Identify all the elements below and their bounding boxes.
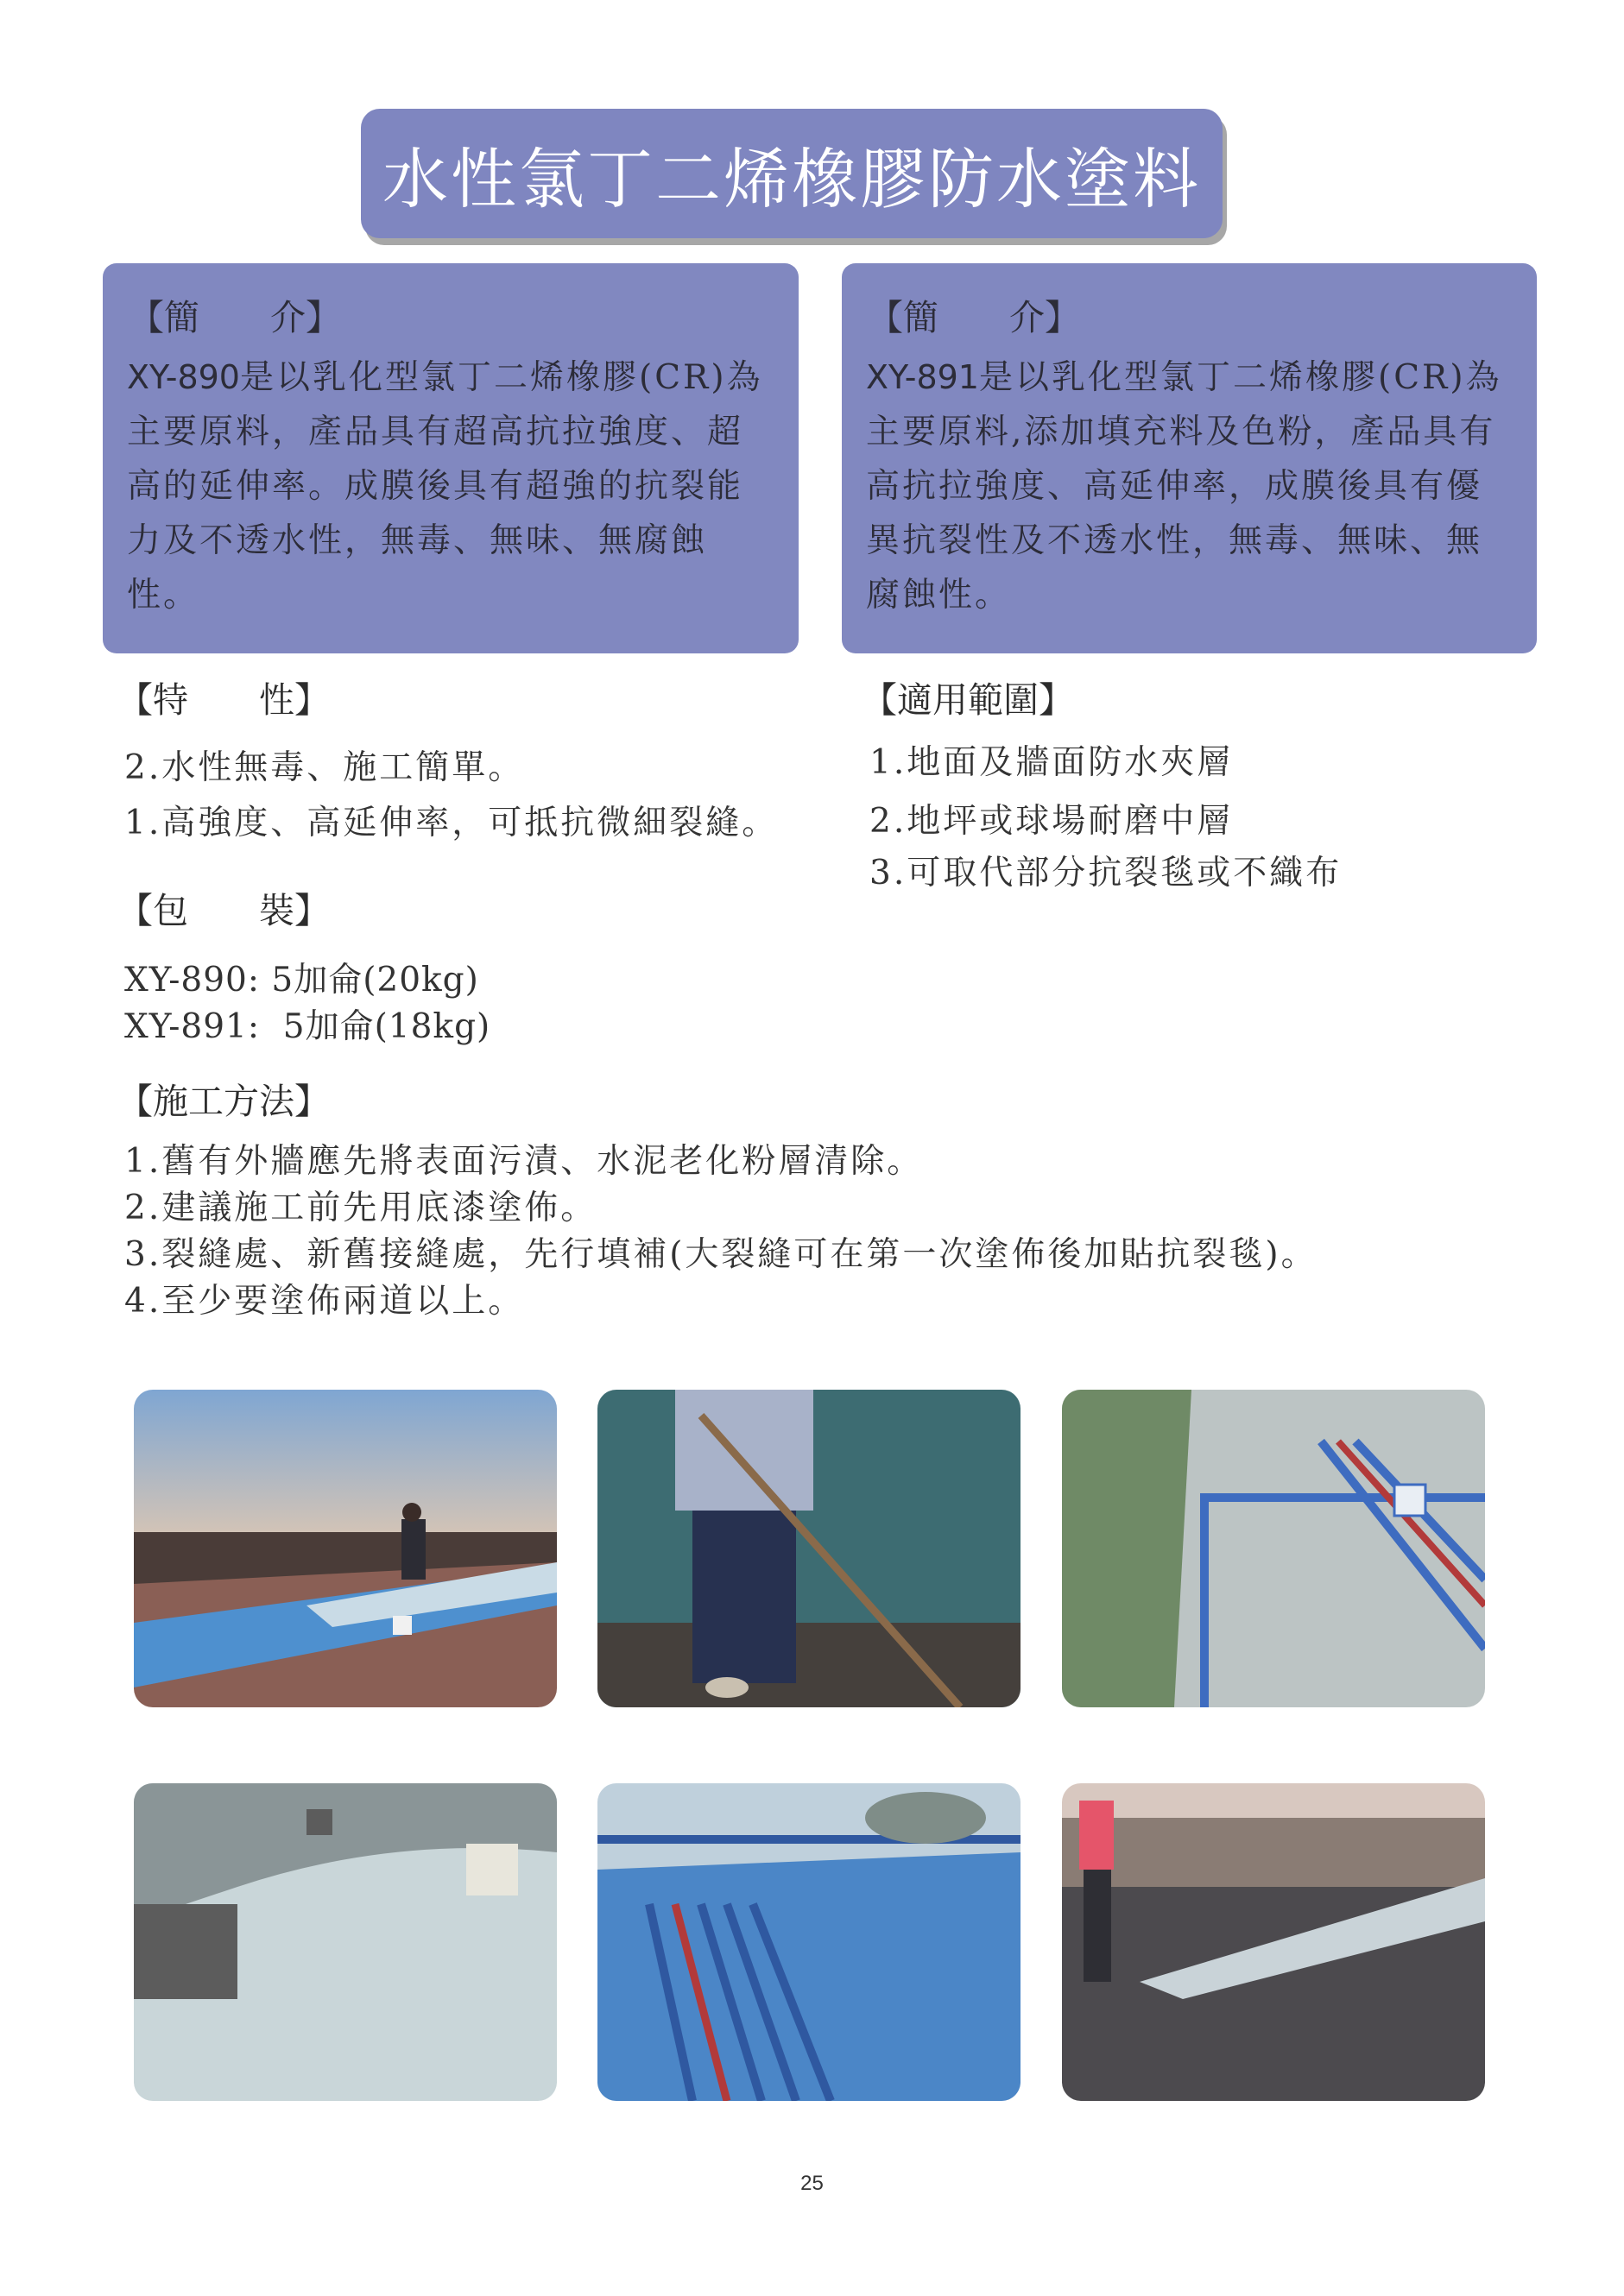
intro-box-xy891	[842, 263, 1537, 653]
usage-heading: 【適用範圍】	[862, 679, 1074, 721]
intro-box-xy890	[103, 263, 799, 653]
method-item: 4.至少要塗佈兩道以上。	[124, 1282, 525, 1321]
photo-worker-wall	[597, 1390, 1021, 1707]
packaging-item: XY-891: 5加侖(18kg)	[124, 1007, 491, 1046]
photo-rooftop-coating	[134, 1390, 557, 1707]
features-heading: 【特 性】	[117, 679, 330, 721]
method-item: 1.舊有外牆應先將表面污漬、水泥老化粉層清除。	[124, 1142, 924, 1181]
photo-blue-pipes	[597, 1783, 1021, 2101]
method-item: 3.裂縫處、新舊接縫處，先行填補(大裂縫可在第一次塗佈後加貼抗裂毯)。	[124, 1235, 1318, 1274]
usage-item: 1.地面及牆面防水夾層	[869, 743, 1234, 782]
page-title: 水性氯丁二烯橡膠防水塗料	[382, 140, 1201, 218]
product-code: XY-890	[127, 358, 240, 396]
page-number: 25	[800, 2172, 824, 2195]
method-heading: 【施工方法】	[117, 1081, 330, 1122]
photo-worker-roller	[1062, 1783, 1485, 2101]
intro-text	[866, 350, 1514, 622]
photo-coated-floor	[134, 1783, 557, 2101]
intro-description: 是以乳化型氯丁二烯橡膠(CR)為主要原料,添加填充料及色粉，產品具有高抗拉強度、高延伸率，成膜後具有優異抗裂性及不透水性，無毒、無味、無腐蝕性。	[866, 358, 1502, 615]
feature-item: 1.高強度、高延伸率，可抵抗微細裂縫。	[124, 804, 779, 842]
feature-item: 2.水性無毒、施工簡單。	[124, 748, 525, 787]
intro-heading: 【簡 介】	[129, 297, 341, 338]
intro-text	[127, 350, 776, 622]
photo-rooftop-pipes	[1062, 1390, 1485, 1707]
intro-description: 是以乳化型氯丁二烯橡膠(CR)為主要原料，產品具有超高抗拉強度、超高的延伸率。成膜後具有超強的抗裂能力及不透水性，無毒、無味、無腐蝕性。	[127, 358, 763, 615]
product-code: XY-891	[866, 358, 979, 396]
packaging-item: XY-890: 5加侖(20kg)	[124, 961, 479, 1000]
usage-item: 3.可取代部分抗裂毯或不織布	[869, 854, 1343, 893]
usage-item: 2.地坪或球場耐磨中層	[869, 802, 1234, 841]
page-title-box	[361, 109, 1223, 238]
packaging-heading: 【包 裝】	[117, 890, 330, 931]
intro-heading: 【簡 介】	[868, 297, 1080, 338]
method-item: 2.建議施工前先用底漆塗佈。	[124, 1189, 597, 1227]
